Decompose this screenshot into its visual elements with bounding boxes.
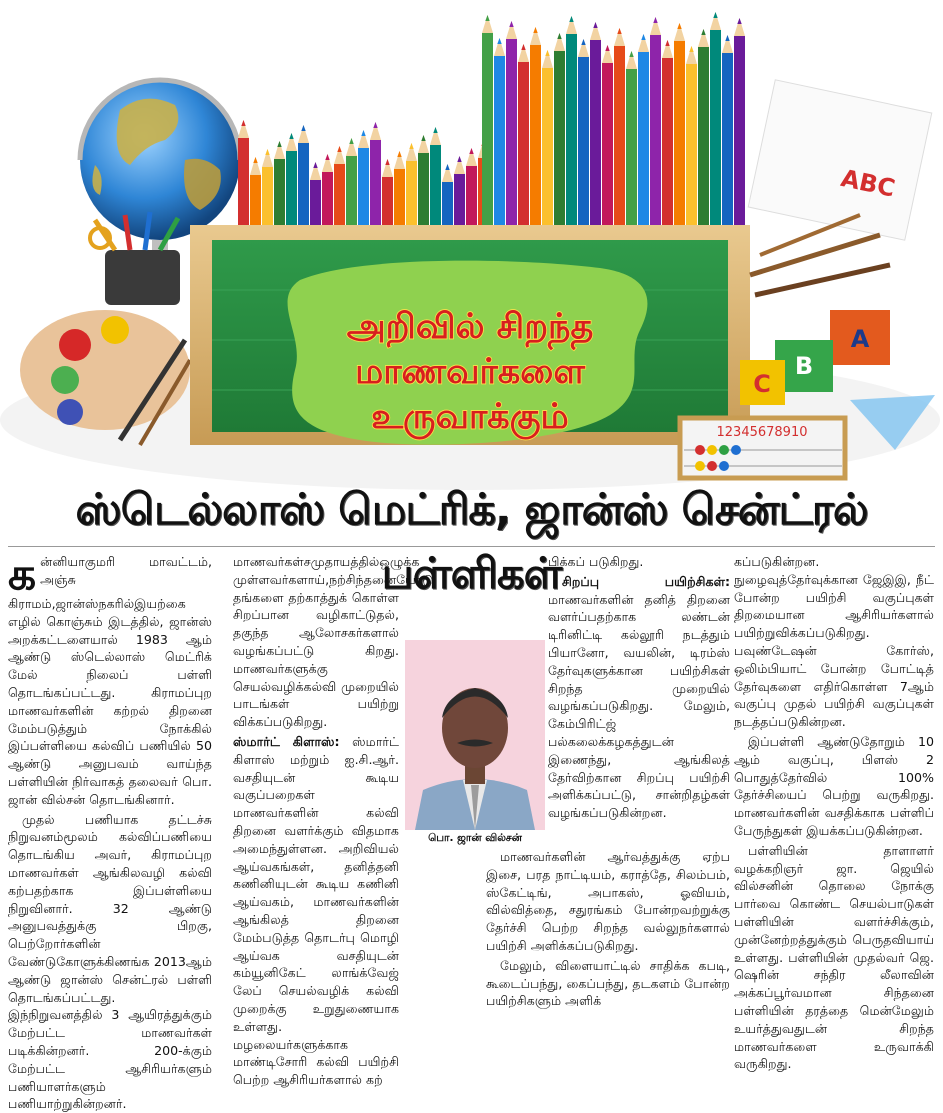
block-b: B — [794, 352, 814, 380]
abacus-digits: 12345678910 — [716, 425, 808, 440]
paragraph-text: ன்னியாகுமரி மாவட்டம், அஞ்சு கிராமம்,ஜான்ஸ்நகரில்இயற்கை எழில் கொஞ்சும் இடத்தில், ஜான்ஸ் அறக்கட்டளையால் 1983 ஆம் ஆண்டு ஸ்டெல்லாஸ் மெட்ரிக் மேல் நிலைப் பள்ளி தொடங்கப்பட்டது. கிராமப்புற மாணவர்களின் கற்றல் திறனை மேம்படுத்தும் நோக்கில் இப்பள்ளியை கல்விப் பணியில் 50 ஆண்டு அனுபவம் வாய்ந்த பள்ளியின் நிர்வாகத் தலைவர் பொ. ஜான் வில்சன் தொடங்கினார். — [8, 554, 212, 807]
paragraph — [233, 733, 399, 1089]
block-a: A — [850, 325, 870, 353]
column-3-lower — [486, 848, 730, 1021]
article-headline: ஸ்டெல்லாஸ் மெட்ரிக், ஜான்ஸ் சென்ட்ரல் பள்ளிகள் — [75, 485, 868, 599]
banner-illustration — [0, 0, 943, 478]
subheading: ஸ்மார்ட் கிளாஸ்: — [233, 733, 340, 749]
subheading: சிறப்பு பயிற்சிகள்: — [562, 573, 730, 589]
banner-line-2: மாணவர்களை — [355, 352, 585, 392]
banner-line-1: அறிவில் சிறந்த — [346, 307, 594, 347]
paragraph: மாணவர்கள்சமுதாயத்தில்ஒழுக்க முள்ளவர்களாய்,நற்சிந்தனையோடு தங்களை தற்காத்துக் கொள்ள சிறப்பான வழிகாட்டுதல், தகுந்த ஆலோசகர்களால் வழங்கப்பட்டு கிறது. மாணவர்களுக்கு செயல்வழிக்கல்வி முறையில் பாடங்கள் பயிற்று விக்கப்படுகிறது. — [233, 554, 434, 730]
column-3 — [548, 553, 730, 865]
paragraph: பிக்கப் படுகிறது. — [548, 554, 644, 569]
column-4 — [734, 553, 934, 1072]
photo-caption: பொ. ஜான் வில்சன் — [428, 832, 522, 844]
paragraph-text: மாணவர்களின் தனித் திறனை வளர்ப்பதற்காக லண்டன் டிரினிட்டி கல்லூரி நடத்தும் பியானோ, வயலின், டிரம்ஸ் தேர்வுகளுக்கான பயிற்சிகள் சிறந்த முறையில் வழங்கப்படுகிறது. மேலும், கேம்பிரிட்ஜ் பல்கலைக்கழகத்துடன் இணைந்து, ஆங்கிலத் தேர்விற்கான சிறப்பு பயிற்சி அளிக்கப்பட்டு, சான்றிதழ்கள் வழங்கப்படுகின்றன. — [548, 591, 730, 821]
paragraph-text: ஸ்மார்ட் கிளாஸ் மற்றும் ஐ.சி.ஆர். வசதியுடன் கூடிய வகுப்பறைகள் மாணவர்களின் கல்வி திறனை வளர்க்கும் விதமாக அமைந்துள்ளன. அறிவியல் ஆய்வகங்கள், தனித்தனி கணினியுடன் கூடிய கணினி ஆய்வகம், மாணவர்களின் ஆங்கிலத் திறனை மேம்படுத்த தொடர்பு மொழி ஆய்வக வசதியுடன் கம்யூனிகேட் லாங்க்வேஜ் லேப் செயல்வழிக் கல்வி முறைக்கு உறுதுணையாக உள்ளது. மழலையர்களுக்காக மாண்டிசோரி கல்வி பயிற்சி பெற்ற ஆசிரியர்களால் கற் — [233, 733, 399, 1088]
drop-cap: க — [8, 549, 37, 600]
person-icon — [405, 640, 545, 830]
paragraph: கப்படுகின்றன. நுழைவுத்தேர்வுக்கான ஜேஇஇ, நீட் போன்ற பயிற்சி வகுப்புகள் திறமையான ஆசிரியர்களால் பயிற்றுவிக்கப்படுகிறது. பவுண்டேஷன் கோர்ஸ், ஒலிம்பியாட் போன்ற போட்டித் தேர்வுகளை எதிர்கொள்ள 7ஆம் வகுப்பு முதல் பயிற்சி வகுப்புகள் நடத்தப்படுகின்றன. — [734, 554, 934, 730]
paragraph: மாணவர்களின் ஆர்வத்துக்கு ஏற்ப இசை, பரத நாட்டியம், கராத்தே, சிலம்பம், ஸ்கேட்டிங், அபாகஸ், ஓவியம், வில்வித்தை, சதுரங்கம் போன்றவற்றுக்கு தேர்ச்சி பெற்ற சிறந்த வல்லுநர்களால் பயிற்சி அளிக்கப்படுகிறது. — [486, 849, 730, 953]
paragraph — [548, 573, 730, 822]
banner-line-3: உருவாக்கும் — [371, 397, 569, 437]
paragraph: மேலும், விளையாட்டில் சாதிக்க கபடி, கூடைப்பந்து, கைப்பந்து, தடகளம் போன்ற பயிற்சிகளும் அளிக் — [486, 957, 730, 1009]
divider — [8, 546, 935, 547]
banner-title — [347, 307, 594, 440]
portrait-photo — [405, 640, 545, 830]
paragraph: இப்பள்ளி ஆண்டுதோறும் 10 ஆம் வகுப்பு, பிளஸ் 2 பொதுத்தேர்வில் 100% தேர்ச்சியைப் பெற்று வருகிறது. மாணவர்களின் வசதிக்காக பள்ளிப் பேருந்துகள் இயக்கப்படுகின்றன. — [734, 733, 934, 838]
hero-banner — [0, 0, 943, 478]
abc-letters: ABC — [838, 163, 898, 203]
paragraph: பள்ளியின் தாளாளர் வழக்கறிஞர் ஜா. ஜெயில் வில்சனின் தொலை நோக்கு பார்வை கொண்ட செயல்பாடுகள் பள்ளியின் வளர்ச்சிக்கும், முன்னேற்றத்துக்கும் பெருதவியாய் உள்ளது. பள்ளியின் முதல்வர் ஜெ. ஷெரின் சந்திர லீலாவின் அக்கப்பூர்வமான சிந்தனை பள்ளியின் தரத்தை மென்மேலும் உயர்த்துவதுடன் சிறந்த மாணவர்களை உருவாக்கி வருகிறது. — [734, 842, 934, 1072]
abacus-icon — [680, 418, 845, 478]
block-c: C — [753, 370, 771, 398]
paragraph — [8, 549, 212, 809]
paragraph: முதல் பணியாக தட்டச்சு நிறுவனம்மூலம் கல்விப்பணியை தொடங்கிய அவர், கிராமப்புற மாணவர்கள் ஆங்கிலவழி கல்வி கற்பதற்காக இப்பள்ளியை நிறுவினார். 32 ஆண்டு அனுபவத்துக்கு பிறகு, பெற்றோர்களின் வேண்டுகோளுக்கிணங்க 2013ஆம் ஆண்டு ஜான்ஸ் சென்ட்ரல் பள்ளி தொடங்கப்பட்டது. இந்நிறுவனத்தில் 3 ஆயிரத்துக்கும் மேற்பட்ட மாணவர்கள் படிக்கின்றனர். 200-க்கும் மேற்பட்ட ஆசிரியர்களும் பணியாளர்களும் பணியாற்றுகின்றனர். — [8, 811, 212, 1112]
column-2 — [233, 553, 434, 1088]
column-1 — [8, 549, 212, 1112]
